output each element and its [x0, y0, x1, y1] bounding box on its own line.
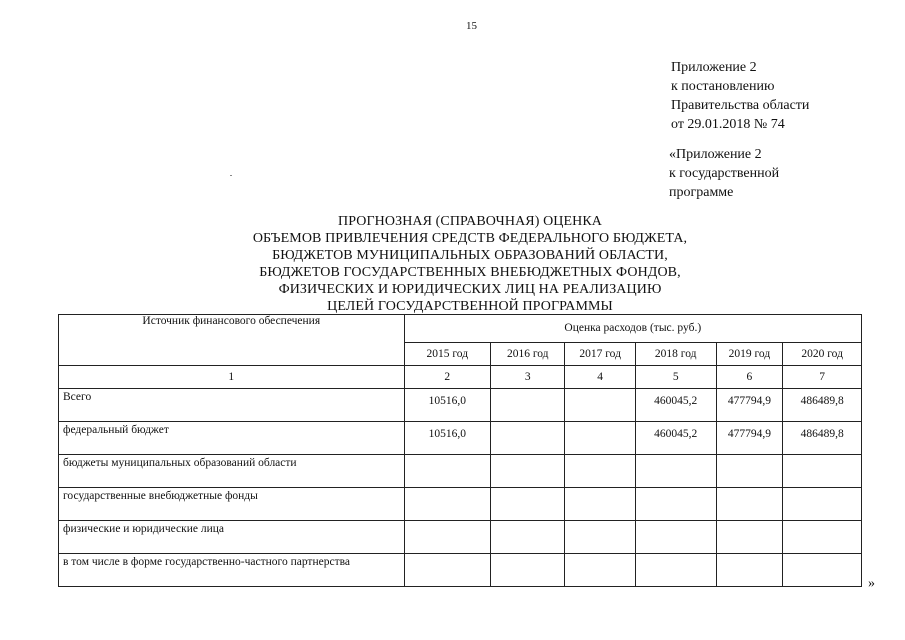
cell-value [491, 488, 565, 521]
row-label: бюджеты муниципальных образований области [59, 455, 405, 488]
cell-value [635, 488, 716, 521]
cell-value [565, 455, 635, 488]
cell-value [565, 488, 635, 521]
cell-value [565, 422, 635, 455]
document-title [200, 213, 740, 315]
estimate-column-header: Оценка расходов (тыс. руб.) [404, 315, 861, 343]
cell-value [491, 554, 565, 587]
program-appendix-line: программе [669, 185, 734, 200]
table-row [59, 554, 862, 587]
cell-value [491, 455, 565, 488]
cell-value: 486489,8 [783, 389, 862, 422]
title-line: БЮДЖЕТОВ ГОСУДАРСТВЕННЫХ ВНЕБЮДЖЕТНЫХ ФОНДОВ, [259, 265, 681, 280]
cell-value [565, 521, 635, 554]
row-label: Всего [59, 389, 405, 422]
cell-value [565, 554, 635, 587]
table-header-row [59, 315, 862, 343]
program-appendix-header [669, 145, 779, 202]
title-line: ОБЪЕМОВ ПРИВЛЕЧЕНИЯ СРЕДСТВ ФЕДЕРАЛЬНОГО БЮДЖЕТА, [252, 231, 688, 246]
cell-value: 477794,9 [716, 422, 783, 455]
column-number: 7 [783, 366, 862, 389]
cell-value [783, 554, 862, 587]
year-header: 2020 год [783, 342, 862, 365]
table-row [59, 422, 862, 455]
year-header: 2017 год [565, 342, 635, 365]
cell-value [783, 488, 862, 521]
row-label: государственные внебюджетные фонды [59, 488, 405, 521]
appendix-line: к постановлению [671, 79, 775, 94]
cell-value [716, 554, 783, 587]
cell-value [491, 422, 565, 455]
page-number: 15 [466, 20, 477, 32]
title-line: ФИЗИЧЕСКИХ И ЮРИДИЧЕСКИХ ЛИЦ НА РЕАЛИЗАЦИЮ [278, 282, 662, 297]
column-number: 3 [491, 366, 565, 389]
table-row [59, 455, 862, 488]
cell-value: 10516,0 [404, 389, 490, 422]
table-row [59, 488, 862, 521]
appendix-line: от 29.01.2018 № 74 [671, 117, 785, 132]
cell-value: 10516,0 [404, 422, 490, 455]
appendix-line: Приложение 2 [671, 60, 757, 75]
column-number: 1 [59, 366, 405, 389]
year-header: 2016 год [491, 342, 565, 365]
cell-value [565, 389, 635, 422]
cell-value: 460045,2 [635, 422, 716, 455]
program-appendix-line: «Приложение 2 [669, 147, 762, 162]
cell-value: 486489,8 [783, 422, 862, 455]
scan-speck [230, 175, 232, 176]
year-header: 2019 год [716, 342, 783, 365]
cell-value: 460045,2 [635, 389, 716, 422]
cell-value [404, 488, 490, 521]
cell-value: 477794,9 [716, 389, 783, 422]
cell-value [404, 554, 490, 587]
cell-value [404, 521, 490, 554]
column-number: 2 [404, 366, 490, 389]
financing-table [58, 314, 862, 587]
row-label: федеральный бюджет [59, 422, 405, 455]
table-row [59, 389, 862, 422]
cell-value [635, 554, 716, 587]
cell-value [635, 521, 716, 554]
cell-value [404, 455, 490, 488]
appendix-line: Правительства области [671, 98, 810, 113]
year-header: 2018 год [635, 342, 716, 365]
year-header: 2015 год [404, 342, 490, 365]
cell-value [635, 455, 716, 488]
cell-value [716, 488, 783, 521]
cell-value [491, 389, 565, 422]
table-row [59, 521, 862, 554]
source-column-header: Источник финансового обеспечения [59, 315, 405, 366]
row-label: физические и юридические лица [59, 521, 405, 554]
column-number-row [59, 366, 862, 389]
cell-value [716, 521, 783, 554]
closing-quote: » [868, 576, 875, 591]
appendix-header [671, 58, 809, 134]
title-line: ЦЕЛЕЙ ГОСУДАРСТВЕННОЙ ПРОГРАММЫ [327, 299, 613, 314]
program-appendix-line: к государственной [669, 166, 780, 181]
column-number: 6 [716, 366, 783, 389]
cell-value [716, 455, 783, 488]
cell-value [783, 455, 862, 488]
column-number: 5 [635, 366, 716, 389]
cell-value [491, 521, 565, 554]
title-line: БЮДЖЕТОВ МУНИЦИПАЛЬНЫХ ОБРАЗОВАНИЙ ОБЛАСТИ, [272, 248, 668, 263]
column-number: 4 [565, 366, 635, 389]
cell-value [783, 521, 862, 554]
title-line: ПРОГНОЗНАЯ (СПРАВОЧНАЯ) ОЦЕНКА [337, 214, 603, 229]
row-label: в том числе в форме государственно-частного партнерства [59, 554, 405, 587]
